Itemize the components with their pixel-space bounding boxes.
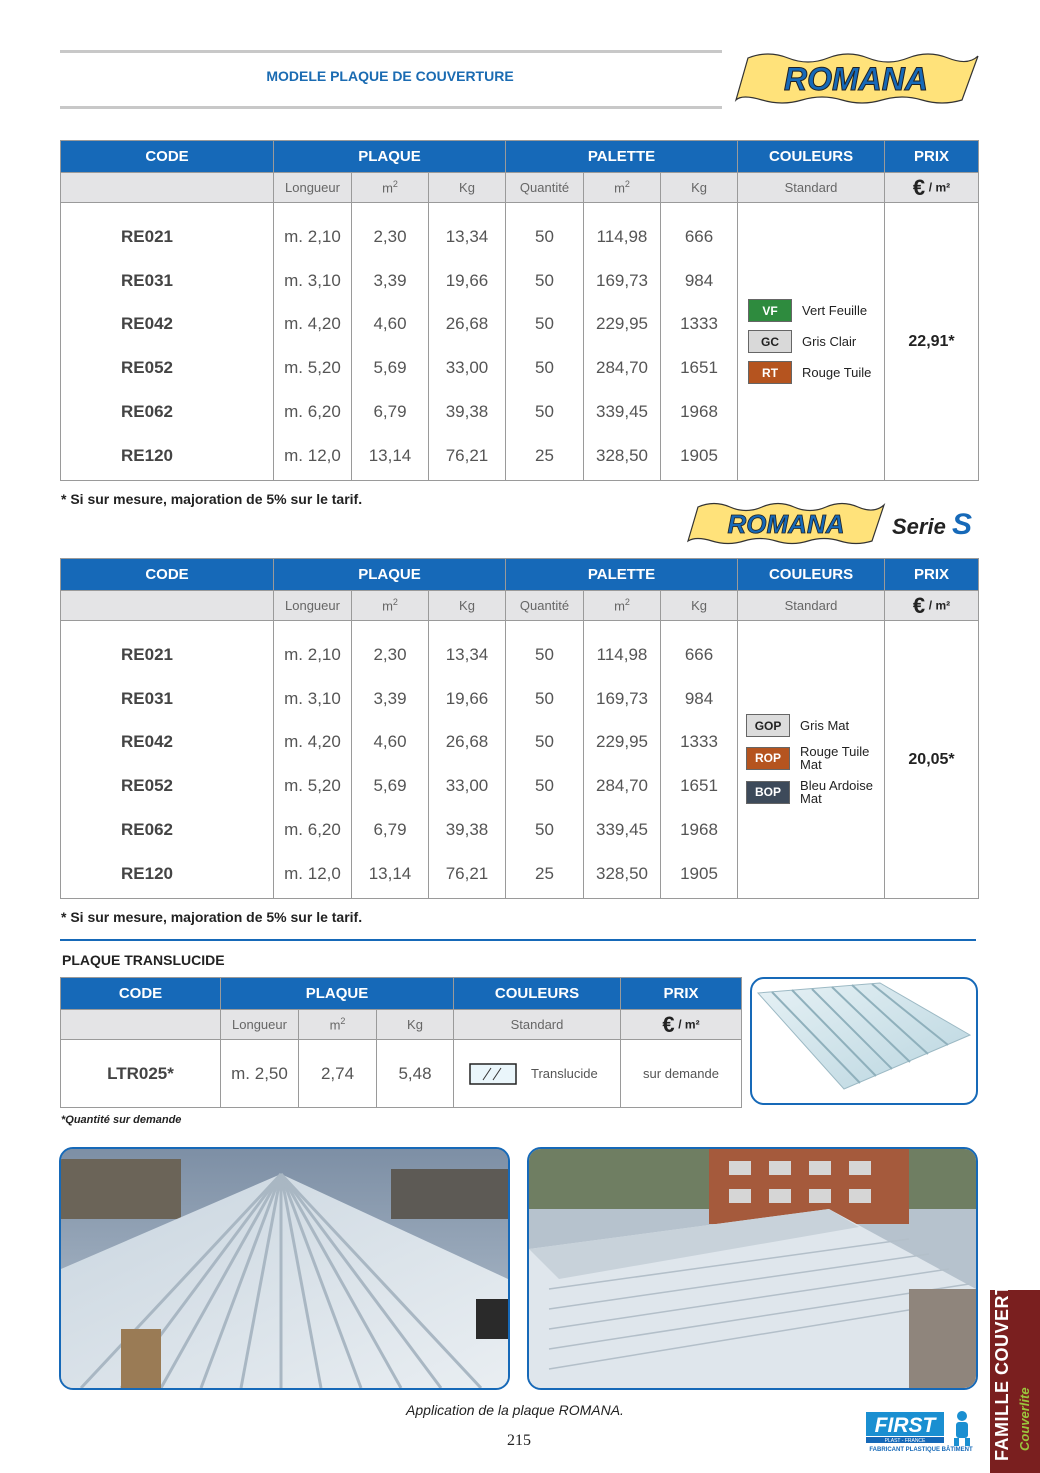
subheader-palette-kg: Kg	[661, 591, 738, 621]
page-title: MODELE PLAQUE DE COUVERTURE	[266, 68, 514, 84]
table-cell-longueur: m. 6,20	[284, 820, 341, 840]
table-cell-longueur: m. 12,0	[284, 863, 341, 883]
table-cell-palette-m2: 328,50	[596, 863, 648, 883]
table-cell-kg: 33,00	[445, 358, 489, 378]
table-cell-m2: 2,30	[373, 226, 407, 246]
table-cell-palette-m2: 328,50	[596, 445, 648, 465]
first-plast-logo	[866, 1408, 980, 1459]
table-cell-code: LTR025*	[61, 1040, 221, 1108]
table-cell-palette-kg: 666	[684, 644, 714, 664]
table-cell-longueur: m. 12,0	[284, 445, 341, 465]
table-cell-kg: 26,68	[445, 732, 489, 752]
romana-logo-text: ROMANA	[784, 61, 928, 97]
table-cell-palette-kg: 1905	[680, 445, 718, 465]
table-cell-quantite: 50	[535, 402, 554, 422]
subheader-longueur: Longueur	[221, 1010, 299, 1040]
roof-photo-right	[527, 1147, 978, 1390]
table-cell-quantite: 50	[535, 644, 554, 664]
price-value: 20,05*	[908, 750, 955, 768]
table-cell-quantite: 50	[535, 314, 554, 334]
table-cell-palette-kg: 1333	[680, 314, 718, 334]
table-cell-palette-kg: 666	[684, 226, 714, 246]
subheader-standard: Standard	[738, 173, 885, 203]
euro-icon: €	[912, 592, 926, 618]
table-cell-longueur: m. 4,20	[284, 732, 341, 752]
table-cell-quantite: 50	[535, 688, 554, 708]
translucent-sheet-image	[750, 977, 978, 1105]
subheader-m2: $m^2$	[299, 1010, 377, 1040]
subheader-empty	[61, 591, 274, 621]
table-cell-kg: 26,68	[445, 314, 489, 334]
table-cell-longueur: m. 3,10	[284, 688, 341, 708]
table-cell-m2: 5,69	[373, 776, 407, 796]
first-logo-text: FIRST	[874, 1414, 936, 1437]
table-cell-code: RE062	[121, 820, 173, 840]
subheader-m2: $m^2$	[352, 591, 429, 621]
subheader-kg: Kg	[429, 591, 506, 621]
subheader-quantite: Quantité	[506, 591, 584, 621]
color-swatches	[738, 295, 884, 388]
romana-table	[60, 140, 979, 481]
footnote-surmesure-2: * Si sur mesure, majoration de 5% sur le tarif.	[61, 909, 363, 925]
table-cell-code: RE052	[121, 358, 173, 378]
sidebar-label: FAMILLE COUVERTURE	[992, 1243, 1012, 1461]
table-cell-m2: 3,39	[373, 688, 407, 708]
table-cell-palette-kg: 1651	[680, 358, 718, 378]
table-cell-quantite: 25	[535, 445, 554, 465]
color-swatch-rop: ROP Rouge Tuile Mat	[746, 745, 884, 771]
table-cell-m2: 3,39	[373, 270, 407, 290]
table-cell-code: RE120	[121, 863, 173, 883]
serie-label: Serie S	[892, 508, 972, 541]
table-cell-palette-kg: 1905	[680, 863, 718, 883]
table-cell-palette-kg: 984	[684, 270, 714, 290]
subheader-empty	[61, 1010, 221, 1040]
color-swatch-gop: GOP Gris Mat	[746, 714, 884, 737]
table-cell-kg: 39,38	[445, 820, 489, 840]
euro-icon: €	[912, 174, 926, 200]
table-cell-code: RE042	[121, 314, 173, 334]
table-cell-palette-m2: 114,98	[596, 644, 648, 664]
table-cell-code: RE021	[121, 226, 173, 246]
mascot-icon	[954, 1411, 970, 1446]
table-cell-kg: 19,66	[445, 688, 489, 708]
table-cell-m2: 5,69	[373, 358, 407, 378]
col-header-plaque: PLAQUE	[274, 559, 506, 591]
color-swatch-rt: RT Rouge Tuile	[748, 361, 884, 384]
table-cell-quantite: 50	[535, 776, 554, 796]
table-cell-m2: 2,74	[299, 1040, 377, 1108]
code-column	[61, 203, 273, 478]
translucide-swatch-icon	[469, 1063, 517, 1085]
color-swatches	[738, 710, 884, 809]
col-header-prix: PRIX	[885, 559, 979, 591]
color-swatch-vf: VF Vert Feuille	[748, 299, 884, 322]
subheader-longueur: Longueur	[274, 591, 352, 621]
subheader-standard: Standard	[738, 591, 885, 621]
col-header-code: CODE	[61, 978, 221, 1010]
table-cell-palette-m2: 339,45	[596, 820, 648, 840]
table-cell-m2: 6,79	[373, 402, 407, 422]
subheader-kg: Kg	[429, 173, 506, 203]
table-cell-palette-m2: 229,95	[596, 314, 648, 334]
table-cell-palette-m2: 284,70	[596, 776, 648, 796]
roof-photo-left	[59, 1147, 510, 1390]
romana-serie-s-table	[60, 558, 979, 899]
table-cell-quantite: 50	[535, 226, 554, 246]
col-header-couleurs: COULEURS	[454, 978, 621, 1010]
romana-logo	[734, 50, 979, 106]
table-cell-kg: 33,00	[445, 776, 489, 796]
table-cell-m2: 2,30	[373, 644, 407, 664]
col-header-couleurs: COULEURS	[738, 559, 885, 591]
table-cell-quantite: 50	[535, 270, 554, 290]
table-cell-kg: 76,21	[445, 863, 489, 883]
subheader-euro-per-m2: € / m²	[621, 1010, 742, 1040]
subheader-palette-m2: $m^2$	[584, 591, 661, 621]
subheader-m2: $m^2$	[352, 173, 429, 203]
table-cell-kg: 39,38	[445, 402, 489, 422]
col-header-code: CODE	[61, 559, 274, 591]
table-cell-kg: 13,34	[445, 644, 489, 664]
subheader-empty	[61, 173, 274, 203]
sidebar-sub-label: Couverlite	[1017, 1387, 1032, 1451]
col-header-plaque: PLAQUE	[274, 141, 506, 173]
table-cell-kg: 13,34	[445, 226, 489, 246]
col-header-couleurs: COULEURS	[738, 141, 885, 173]
table-cell-palette-kg: 984	[684, 688, 714, 708]
table-cell-code: RE042	[121, 732, 173, 752]
table-cell-code: RE120	[121, 445, 173, 465]
table-cell-palette-m2: 284,70	[596, 358, 648, 378]
subheader-euro-per-m2: € / m²	[885, 173, 979, 203]
table-cell-longueur: m. 3,10	[284, 270, 341, 290]
photo-caption: Application de la plaque ROMANA.	[406, 1402, 624, 1418]
table-cell-code: RE031	[121, 270, 173, 290]
price-value: 22,91*	[908, 332, 955, 350]
table-cell-m2: 6,79	[373, 820, 407, 840]
table-cell-palette-m2: 114,98	[596, 226, 648, 246]
romana-serie-logo-text: ROMANA	[727, 509, 845, 539]
first-logo-tagline: FABRICANT PLASTIQUE BÂTIMENT	[869, 1447, 973, 1453]
table-cell-kg: 5,48	[377, 1040, 454, 1108]
table-cell-palette-kg: 1968	[680, 402, 718, 422]
color-swatch-bop: BOP Bleu Ardoise Mat	[746, 779, 884, 805]
table-cell-m2: 13,14	[368, 445, 412, 465]
table-cell-quantite: 50	[535, 732, 554, 752]
table-cell-code: RE052	[121, 776, 173, 796]
table-cell-m2: 4,60	[373, 314, 407, 334]
table-cell-m2: 4,60	[373, 732, 407, 752]
col-header-code: CODE	[61, 141, 274, 173]
table-cell-palette-kg: 1651	[680, 776, 718, 796]
first-logo-sub: PLAST - FRANCE	[884, 1438, 926, 1444]
header-bottom-rule	[60, 106, 722, 109]
col-header-palette: PALETTE	[506, 141, 738, 173]
romana-serie-logo	[686, 500, 886, 546]
table-cell-palette-m2: 339,45	[596, 402, 648, 422]
table-cell-longueur: m. 2,10	[284, 644, 341, 664]
table-cell-code: RE021	[121, 644, 173, 664]
header-top-rule	[60, 50, 722, 53]
table-cell-longueur: m. 4,20	[284, 314, 341, 334]
subheader-quantite: Quantité	[506, 173, 584, 203]
page-number: 215	[507, 1432, 531, 1449]
subheader-longueur: Longueur	[274, 173, 352, 203]
table-cell-longueur: m. 5,20	[284, 776, 341, 796]
subheader-standard: Standard	[454, 1010, 621, 1040]
table-cell-palette-kg: 1333	[680, 732, 718, 752]
table-cell-kg: 19,66	[445, 270, 489, 290]
table-cell-code: RE031	[121, 688, 173, 708]
table-cell-longueur: m. 5,20	[284, 358, 341, 378]
table-cell-quantite: 50	[535, 358, 554, 378]
table-cell-palette-kg: 1968	[680, 820, 718, 840]
subheader-euro-per-m2: € / m²	[885, 591, 979, 621]
subheader-palette-kg: Kg	[661, 173, 738, 203]
table-cell-quantite: 25	[535, 863, 554, 883]
table-cell-longueur: m. 2,10	[284, 226, 341, 246]
col-header-prix: PRIX	[621, 978, 742, 1010]
table-cell-m2: 13,14	[368, 863, 412, 883]
price-value: sur demande	[621, 1040, 742, 1108]
table-cell-quantite: 50	[535, 820, 554, 840]
translucide-title: PLAQUE TRANSLUCIDE	[62, 952, 225, 968]
euro-icon: €	[662, 1011, 675, 1037]
table-cell-longueur: m. 2,50	[221, 1040, 299, 1108]
table-cell-palette-m2: 169,73	[596, 270, 648, 290]
footnote-quantite: *Quantité sur demande	[61, 1114, 182, 1126]
footnote-surmesure: * Si sur mesure, majoration de 5% sur le tarif.	[61, 491, 363, 507]
color-swatch-gc: GC Gris Clair	[748, 330, 884, 353]
subheader-palette-m2: $m^2$	[584, 173, 661, 203]
translucide-table	[60, 977, 742, 1108]
section-divider	[60, 939, 976, 941]
col-header-prix: PRIX	[885, 141, 979, 173]
table-cell-kg: 76,21	[445, 445, 489, 465]
col-header-plaque: PLAQUE	[221, 978, 454, 1010]
subheader-kg: Kg	[377, 1010, 454, 1040]
table-cell-code: RE062	[121, 402, 173, 422]
color-swatch-translucide: Translucide	[454, 1040, 621, 1108]
table-cell-palette-m2: 169,73	[596, 688, 648, 708]
sidebar-tab-famille-couverture	[990, 1243, 1040, 1473]
table-cell-longueur: m. 6,20	[284, 402, 341, 422]
table-cell-palette-m2: 229,95	[596, 732, 648, 752]
col-header-palette: PALETTE	[506, 559, 738, 591]
